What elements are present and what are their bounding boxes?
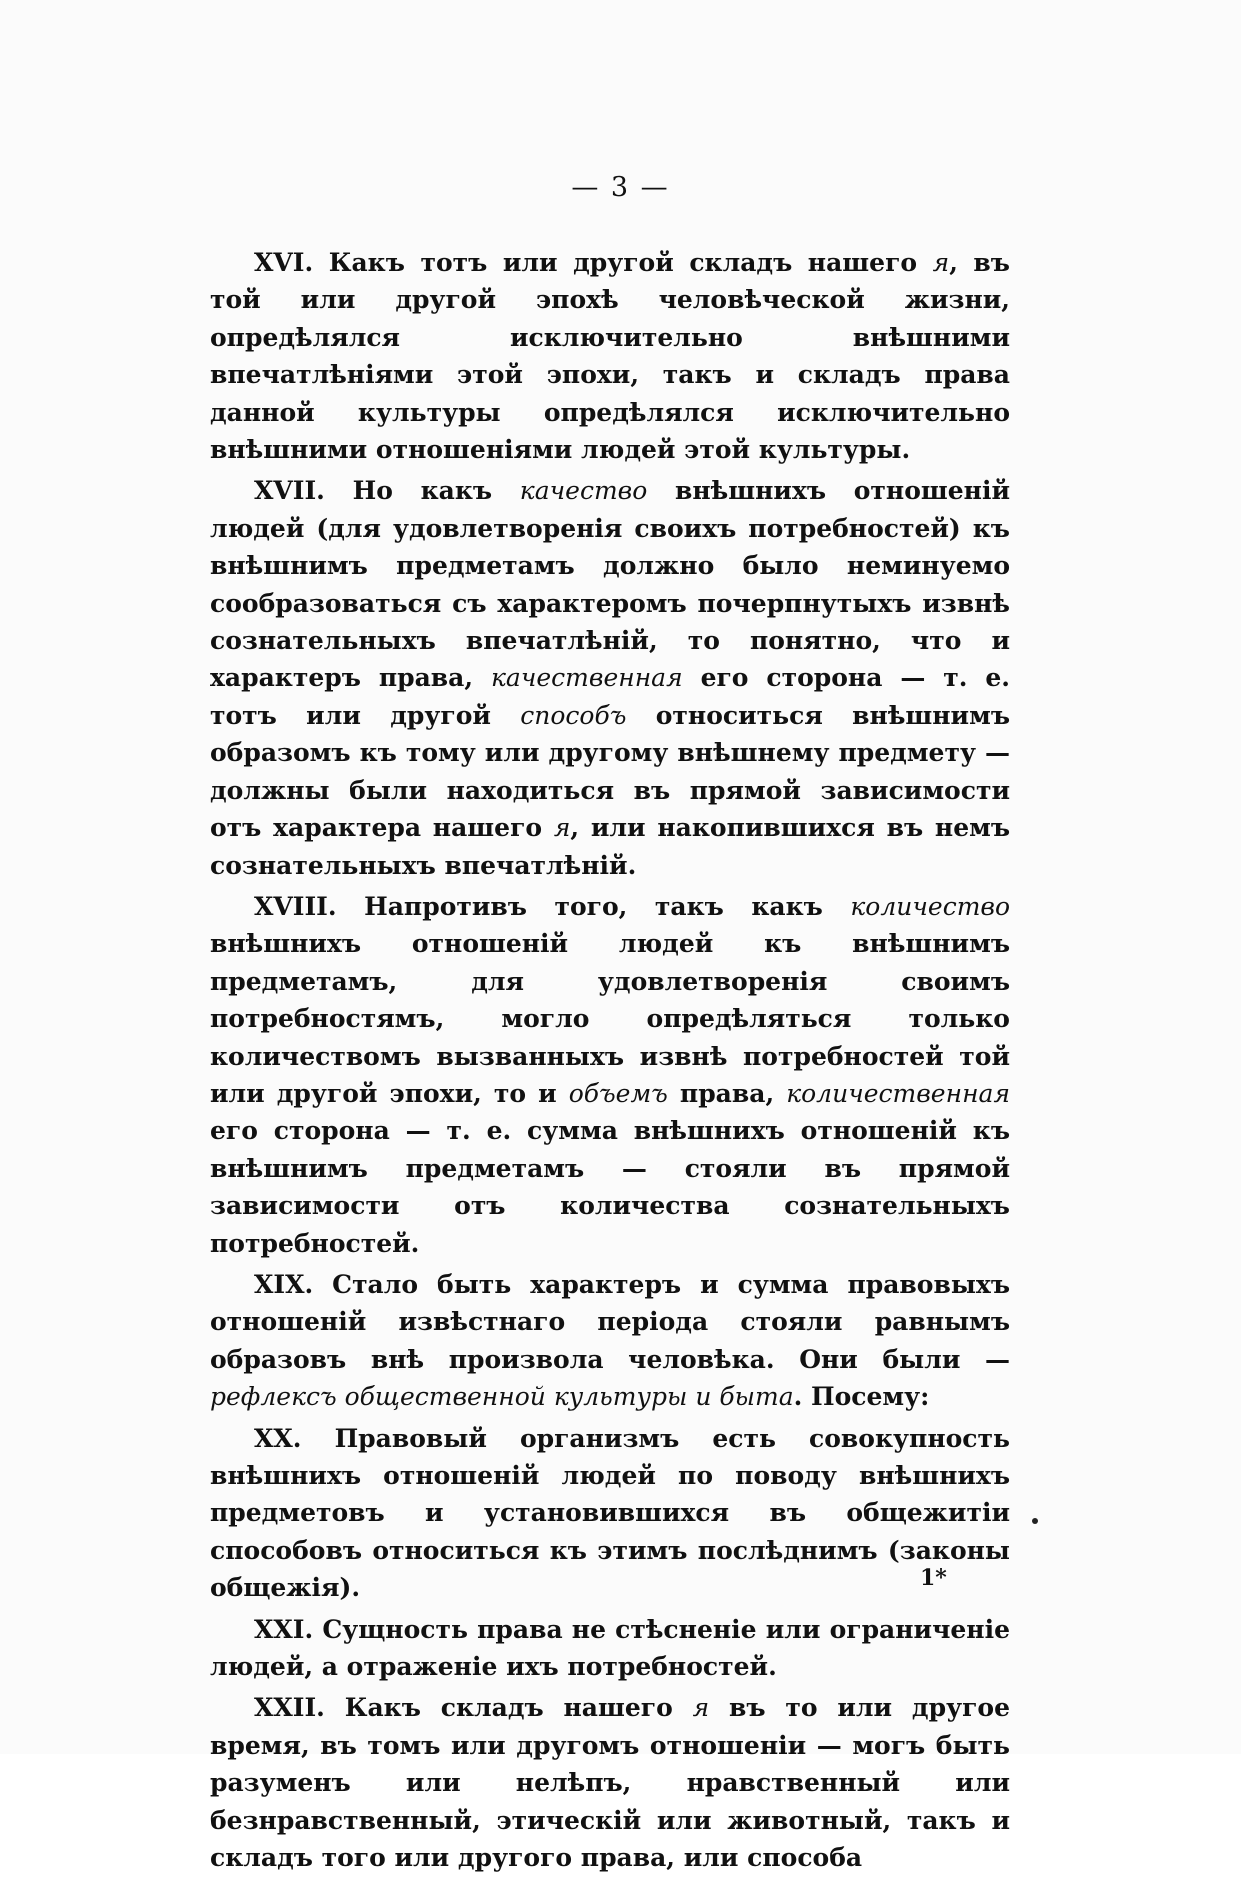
text-run: его сторона — т. е. сумма внѣшнихъ отношеній къ внѣшнимъ предметамъ — стояли въ прямой зависимости отъ количества сознательныхъ потребностей. — [210, 1116, 1010, 1258]
ink-dot — [1032, 1518, 1038, 1524]
page-number: — 3 — — [571, 172, 670, 203]
text-run: XXII. Какъ складъ нашего — [254, 1693, 693, 1723]
body-text — [210, 244, 1010, 1880]
text-run: права, — [667, 1078, 787, 1108]
text-run: относиться внѣшнимъ образомъ къ тому или другому внѣшнему предмету — должны были находиться въ прямой зависимости отъ характера нашего — [210, 700, 1010, 843]
italic-run: объемъ — [568, 1078, 668, 1108]
text-run: , въ той или другой эпохѣ человѣческой жизни, опредѣлялся исключительно внѣшними впечатлѣніями этой эпохи, такъ и складъ права данной культуры опредѣлялся исключительно внѣшними отношеніями людей этой культуры. — [210, 248, 1010, 465]
italic-run: количественная — [786, 1078, 1010, 1108]
text-run: . Посему: — [793, 1382, 930, 1412]
text-run: XXI. Сущность права не стѣсненіе или ограниченіе людей, а отраженіе ихъ потребностей. — [210, 1614, 1010, 1682]
text-run: внѣшнихъ отношеній людей (для удовлетворенія своихъ потребностей) къ внѣшнимъ предметамъ должно было неминуемо сообразоваться съ характеромъ почерпнутыхъ извнѣ сознательныхъ впечатлѣній, то понятно, что и характеръ права, — [210, 476, 1010, 693]
paragraph-xxi — [210, 1611, 1010, 1686]
italic-run: качественная — [491, 663, 683, 693]
italic-run: способъ — [520, 700, 627, 730]
paragraph-xviii — [210, 888, 1010, 1262]
paragraph-xxii — [210, 1689, 1010, 1876]
text-run: XIX. Стало быть характеръ и сумма правовыхъ отношеній извѣстнаго періода стояли равнымъ образовъ внѣ произвола человѣка. Они были — — [210, 1269, 1010, 1374]
italic-run: я — [553, 813, 571, 843]
italic-run: качество — [519, 476, 648, 506]
italic-run: рефлексъ общественной культуры и быта — [210, 1382, 794, 1412]
text-run: XVII. Но какъ — [254, 476, 520, 506]
paragraph-xx — [210, 1420, 1010, 1607]
paragraph-xix — [210, 1266, 1010, 1416]
text-run: его сторона — т. е. тотъ или другой — [210, 663, 1010, 730]
paragraph-xvii — [210, 472, 1010, 883]
text-run: XVIII. Напротивъ того, такъ какъ — [254, 891, 851, 921]
italic-run: я — [692, 1693, 710, 1723]
text-run: XVI. Какъ тотъ или другой складъ нашего — [254, 248, 933, 277]
italic-run: количество — [850, 891, 1010, 921]
text-run: внѣшнихъ отношеній людей къ внѣшнимъ предметамъ, для удовлетворенія своимъ потребностямъ, могло опредѣляться только количествомъ вызванныхъ извнѣ потребностей той или другой эпохи, то и — [210, 929, 1010, 1108]
text-run: , или накопившихся въ немъ сознательныхъ впечатлѣній. — [210, 813, 1010, 880]
text-run: XX. Правовый организмъ есть совокупность внѣшнихъ отношеній людей по поводу внѣшнихъ предметовъ и установившихся въ общежитіи способовъ относиться къ этимъ послѣднимъ (законы общежія). — [210, 1423, 1010, 1603]
paragraph-xvi — [210, 244, 1010, 468]
signature-mark: 1* — [920, 1565, 947, 1591]
text-run: въ то или другое время, въ томъ или другомъ отношеніи — могъ быть разуменъ или нелѣпъ, нравственный или безнравственный, этическій или животный, такъ и складъ того или другого права, или способа — [210, 1693, 1010, 1873]
italic-run: я — [932, 248, 950, 277]
